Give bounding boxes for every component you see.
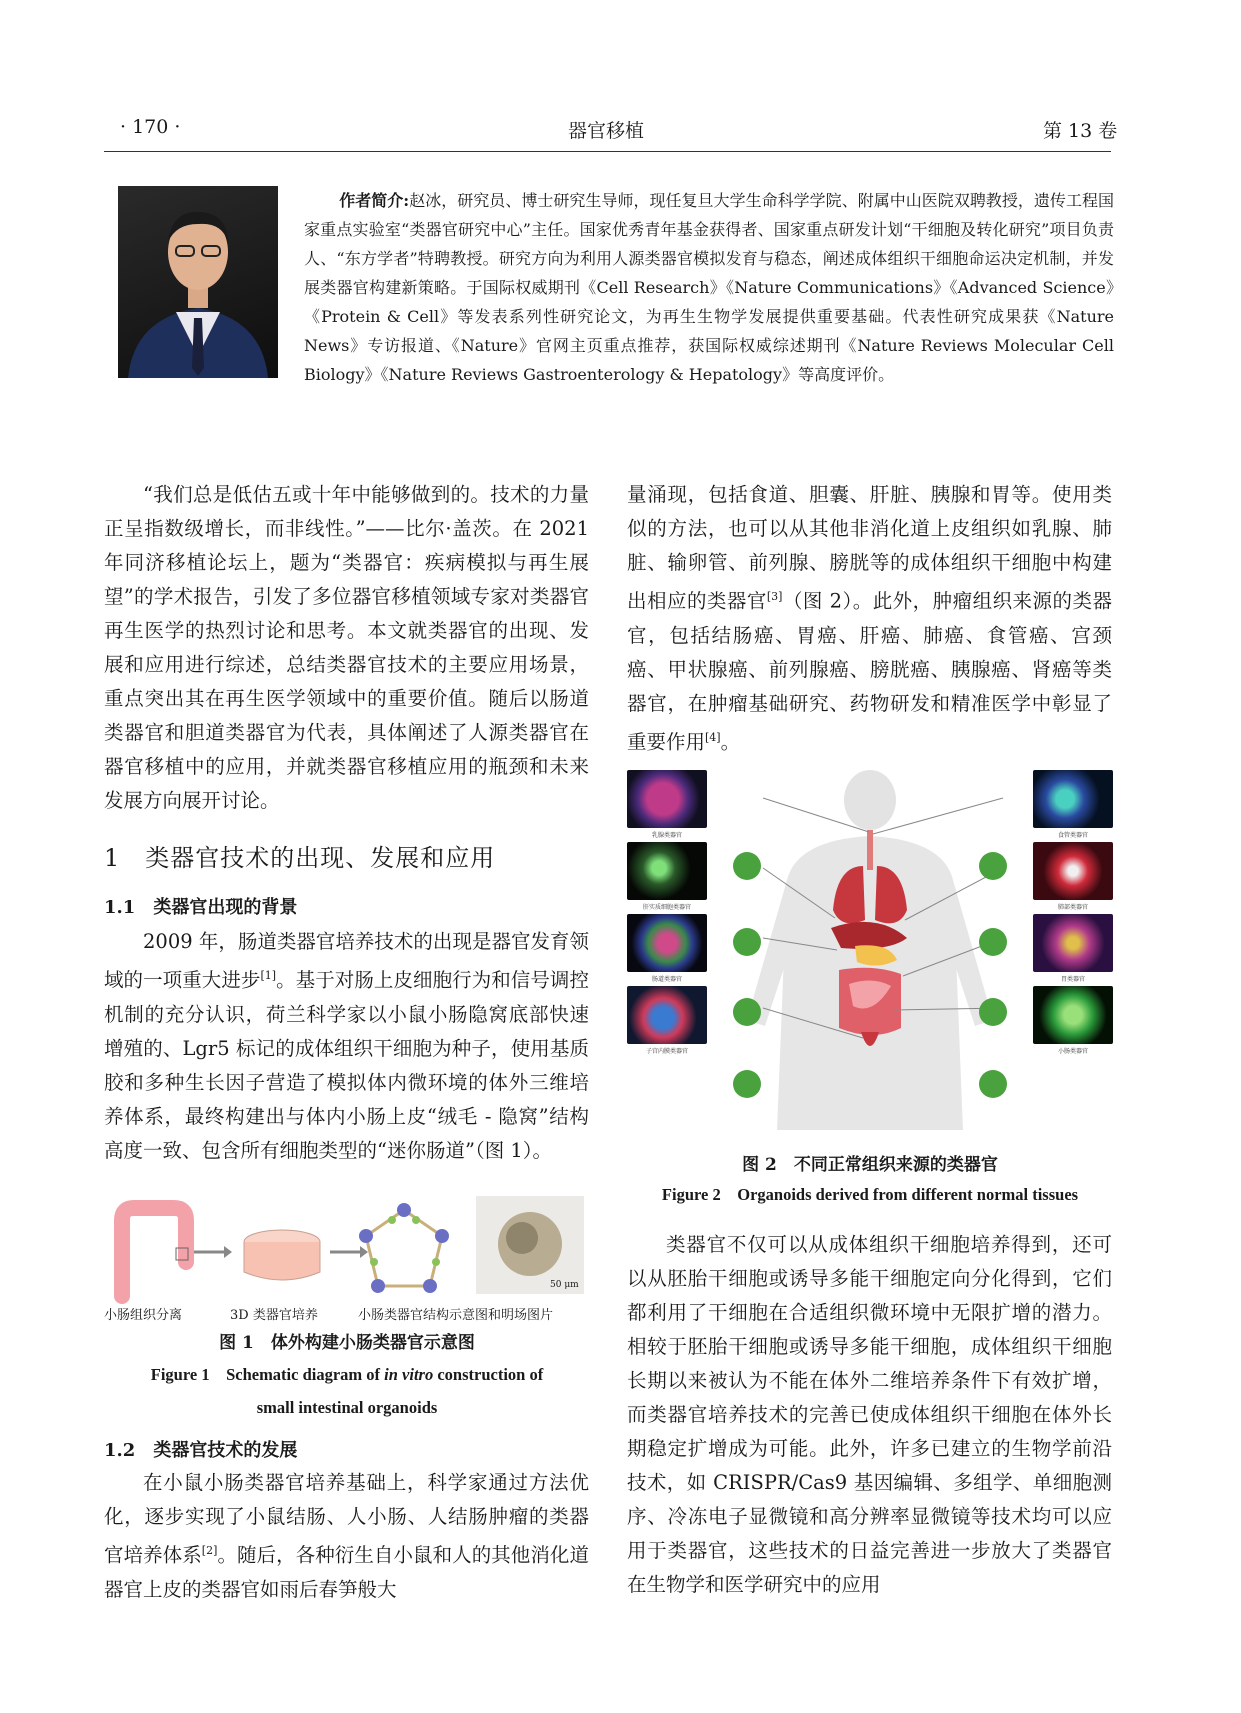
organoid-thumb-5 (1033, 770, 1113, 828)
section-1-1-body (104, 925, 589, 1168)
intro-paragraph: “我们总是低估五或十年中能够做到的。技术的力量正呈指数级增长，而非线性。”——比尔·盖茨。在 2021 年同济移植论坛上，题为“类器官：疾病模拟与再生展望”的学术报告，引发了多位器官移植领域专家对类器官再生医学的热烈讨论和思考。本文就类器官的出现、发展和应用进行综述，总结类器官技术的主要应用场景，重点突出其在再生医学领域中的重要价值。随后以肠道类器官和胆道类器官为代表，具体阐述了人源类器官在器官移植中的应用，并就类器官移植应用的瓶颈和未来发展方向展开讨论。 (104, 483, 589, 812)
page-number: · 170 · (120, 116, 181, 138)
section-1-1-heading: 1.1 类器官出现的背景 (104, 897, 298, 918)
organoid-thumb-7-label: 胃类器官 (1060, 976, 1085, 983)
volume-label: 第 13 卷 (1043, 120, 1118, 142)
journal-title: 器官移植 (568, 120, 645, 142)
figure-1 (104, 1196, 590, 1323)
section-1-1-paragraph: 2009 年，肠道类器官培养技术的出现是器官发育领域的一项重大进步[1]。基于对肠上皮细胞行为和信号调控机制的充分认识，荷兰科学家以小鼠小肠隐窝底部快速增殖的、Lgr5 标记的成体组织干细胞为种子，使用基质胶和多种生长因子营造了模拟体内微环境的体外三维培养体系，最终构建出与体内小肠上皮“绒毛 - 隐窝”结构高度一致、包含所有细胞类型的“迷你肠道”（图 1）。 (104, 930, 589, 1162)
organoid-thumb-6-label: 肺部类器官 (1057, 904, 1088, 911)
organoid-thumb-3 (627, 914, 707, 972)
left-column (104, 478, 589, 818)
organ-node-gut (733, 998, 761, 1026)
citation-2: [2] (201, 1544, 218, 1557)
organ-node-lung (979, 928, 1007, 956)
organoid-thumb-8 (1033, 986, 1113, 1044)
intestine-illustration (104, 1196, 590, 1304)
bio-label: 作者简介: (339, 191, 410, 210)
organoid-thumb-8-label: 小肠类器官 (1057, 1048, 1088, 1055)
figure-1-caption-cn: 图 1 体外构建小肠类器官示意图 (219, 1333, 475, 1353)
organ-node-small-intestine (979, 1070, 1007, 1098)
header-rule (104, 151, 1111, 152)
organ-node-liver (733, 928, 761, 956)
organ-node-stomach (979, 998, 1007, 1026)
right-column-bottom (627, 1228, 1112, 1602)
citation-4: [4] (705, 730, 721, 744)
figure-2-caption-cn: 图 2 不同正常组织来源的类器官 (742, 1155, 998, 1175)
fig1-label-structure: 小肠类器官结构示意图和明场图片 (358, 1308, 554, 1323)
author-photo (118, 186, 278, 378)
organoid-thumb-6 (1033, 842, 1113, 900)
section-1-2-body (104, 1466, 589, 1607)
organoid-thumb-1 (627, 770, 707, 828)
author-bio (104, 186, 1114, 389)
citation-3: [3] (766, 590, 783, 603)
organoid-thumb-1-label: 乳腺类器官 (651, 832, 682, 839)
figure-2 (627, 770, 1113, 1132)
right-paragraph-1: 量涌现，包括食道、胆囊、肝脏、胰腺和胃等。使用类似的方法，也可以从其他非消化道上皮组织如乳腺、肺脏、输卵管、前列腺、膀胱等的成体组织干细胞中构建出相应的类器官[3]（图 2）。此外，肿瘤组织来源的类器官，包括结肠癌、胃癌、肝癌、肺癌、食管癌、宫颈癌、甲状腺癌、前列腺癌、膀胱癌、胰腺癌、肾癌等类器官，在肿瘤基础研究、药物研发和精准医学中彰显了重要作用[4]。 (627, 483, 1112, 753)
organoid-thumb-3-label: 肠道类器官 (651, 976, 682, 983)
section-1-2-paragraph: 在小鼠小肠类器官培养基础上，科学家通过方法优化，逐步实现了小鼠结肠、人小肠、人结肠肿瘤的类器官培养体系[2]。随后，各种衍生自小鼠和人的其他消化道器官上皮的类器官如雨后春笋般大 (104, 1471, 589, 1601)
organ-node-esophagus (979, 852, 1007, 880)
figure-1-caption-en: Figure 1 Schematic diagram of in vitro construction of small intestinal organoids (150, 1365, 544, 1417)
organoid-thumb-4 (627, 986, 707, 1044)
organoid-thumb-2-label: 肝实质细胞类器官 (642, 904, 691, 911)
citation-1: [1] (260, 969, 277, 982)
fig1-label-isolation: 小肠组织分离 (104, 1308, 183, 1323)
fig1-label-culture: 3D 类器官培养 (230, 1308, 318, 1323)
organoid-thumb-5-label: 食管类器官 (1057, 832, 1088, 839)
section-1-2-heading: 1.2 类器官技术的发展 (104, 1440, 298, 1461)
scale-bar-label: 50 μm (550, 1280, 579, 1290)
organ-node-breast (733, 852, 761, 880)
section-1-heading: 1 类器官技术的出现、发展和应用 (104, 844, 496, 872)
organoid-thumb-4-label: 子宫内膜类器官 (645, 1048, 688, 1055)
organ-node-uterus (733, 1070, 761, 1098)
organoid-thumb-2 (627, 842, 707, 900)
right-paragraph-2: 类器官不仅可以从成体组织干细胞培养得到，还可以从胚胎干细胞或诱导多能干细胞定向分化得到，它们都利用了干细胞在合适组织微环境中无限扩增的潜力。相较于胚胎干细胞或诱导多能干细胞，成体组织干细胞长期以来被认为不能在体外二维培养条件下有效扩增，而类器官培养技术的完善已使成体组织干细胞在体外长期稳定扩增成为可能。此外，许多已建立的生物学前沿技术，如 CRISPR/Cas9 基因编辑、多组学、单细胞测序、冷冻电子显微镜和高分辨率显微镜等技术均可以应用于类器官，这些技术的日益完善进一步放大了类器官在生物学和医学研究中的应用 (627, 1233, 1112, 1596)
figure-2-caption-en: Figure 2 Organoids derived from different normal tissues (661, 1185, 1079, 1204)
organoid-thumb-7 (1033, 914, 1113, 972)
right-column-top (627, 478, 1112, 759)
bio-text: 赵冰，研究员、博士研究生导师，现任复旦大学生命科学学院、附属中山医院双聘教授，遗传工程国家重点实验室“类器官研究中心”主任。国家优秀青年基金获得者、国家重点研发计划“干细胞及转化研究”项目负责人、“东方学者”特聘教授。研究方向为利用人源类器官模拟发育与稳态，阐述成体组织干细胞命运决定机制，并发展类器官构建新策略。于国际权威期刊《Cell Research》《Nature Communications》《Advanced Science》《Protein & Cell》等发表系列性研究论文，为再生生物学发展提供重要基础。代表性研究成果获《Nature News》专访报道、《Nature》官网主页重点推荐，获国际权威综述期刊《Nature Reviews Molecular Cell Biology》《Nature Reviews Gastroenterology & Hepatology》等高度评价。 (304, 191, 1114, 384)
